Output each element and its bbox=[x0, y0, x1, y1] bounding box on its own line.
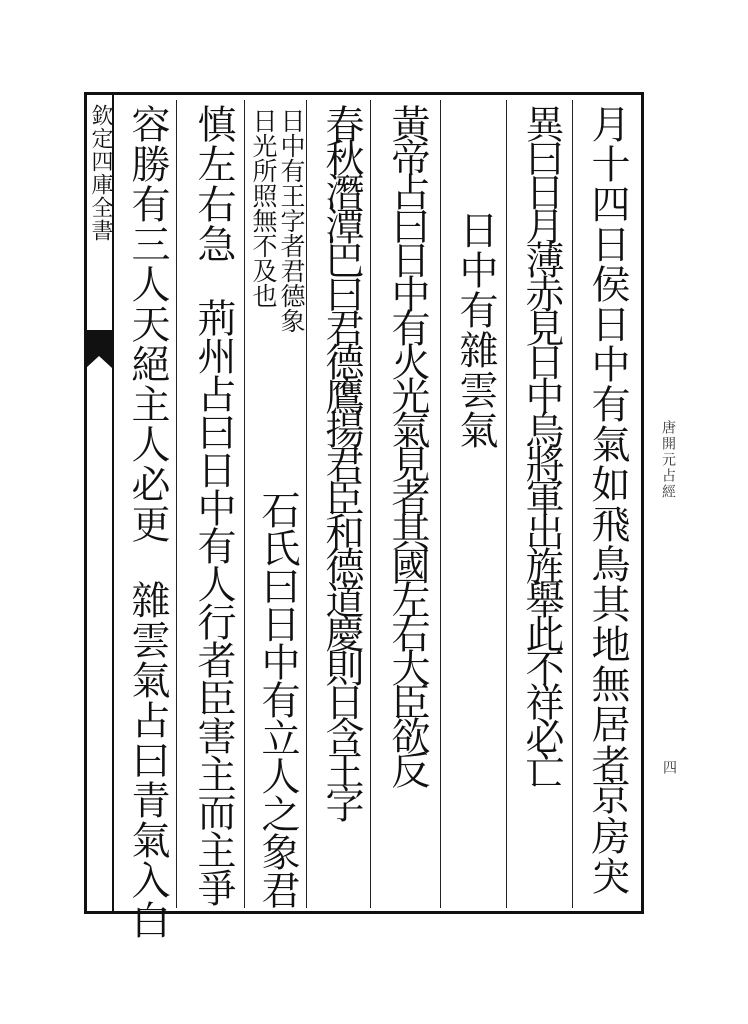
margin-title: 欽定四庫全書 bbox=[88, 104, 113, 242]
column-rule bbox=[440, 100, 441, 908]
text-column-4: 黃帝占曰日中有火光氣見者其國左右大臣欲反 bbox=[385, 104, 430, 784]
column-rule bbox=[244, 100, 245, 908]
column-rule bbox=[370, 100, 371, 908]
section-heading: 日中有雜雲氣 bbox=[453, 210, 498, 450]
column-rule bbox=[306, 100, 307, 908]
commentary-line-2: 日光所照無不及也 bbox=[249, 108, 278, 308]
column-rule bbox=[176, 100, 177, 908]
text-column-6: 石氏曰日中有立人之象君 bbox=[255, 490, 300, 908]
fishtail-mark bbox=[86, 330, 112, 368]
text-column-5: 春秋潛潭巴曰君德鷹揚君臣和德道慶則日含王字 bbox=[319, 104, 364, 818]
book-title-note: 唐開元占經 bbox=[660, 420, 676, 500]
column-rule bbox=[572, 100, 573, 908]
column-rule bbox=[506, 100, 507, 908]
page-number: 四 bbox=[661, 760, 677, 776]
text-column-1: 月十四日侯日中有氣如飛鳥其地無居者 bbox=[585, 104, 630, 784]
text-column-7-tail: 荊州占曰日中有人行者臣害主而主爭 bbox=[191, 298, 236, 906]
text-column-8-tail: 雜雲氣占曰青氣入白 bbox=[125, 580, 170, 940]
text-column-8: 容勝有三人天絕主人必更 bbox=[125, 104, 170, 544]
text-column-7: 慎左右急 bbox=[191, 104, 236, 264]
text-column-2: 異曰日月薄赤見日中烏將軍出旌舉此不祥必亡 bbox=[519, 104, 564, 784]
commentary-line-1: 日中有王字者君德象 bbox=[277, 108, 306, 333]
text-column-1-tail: 京房宊 bbox=[585, 776, 630, 896]
